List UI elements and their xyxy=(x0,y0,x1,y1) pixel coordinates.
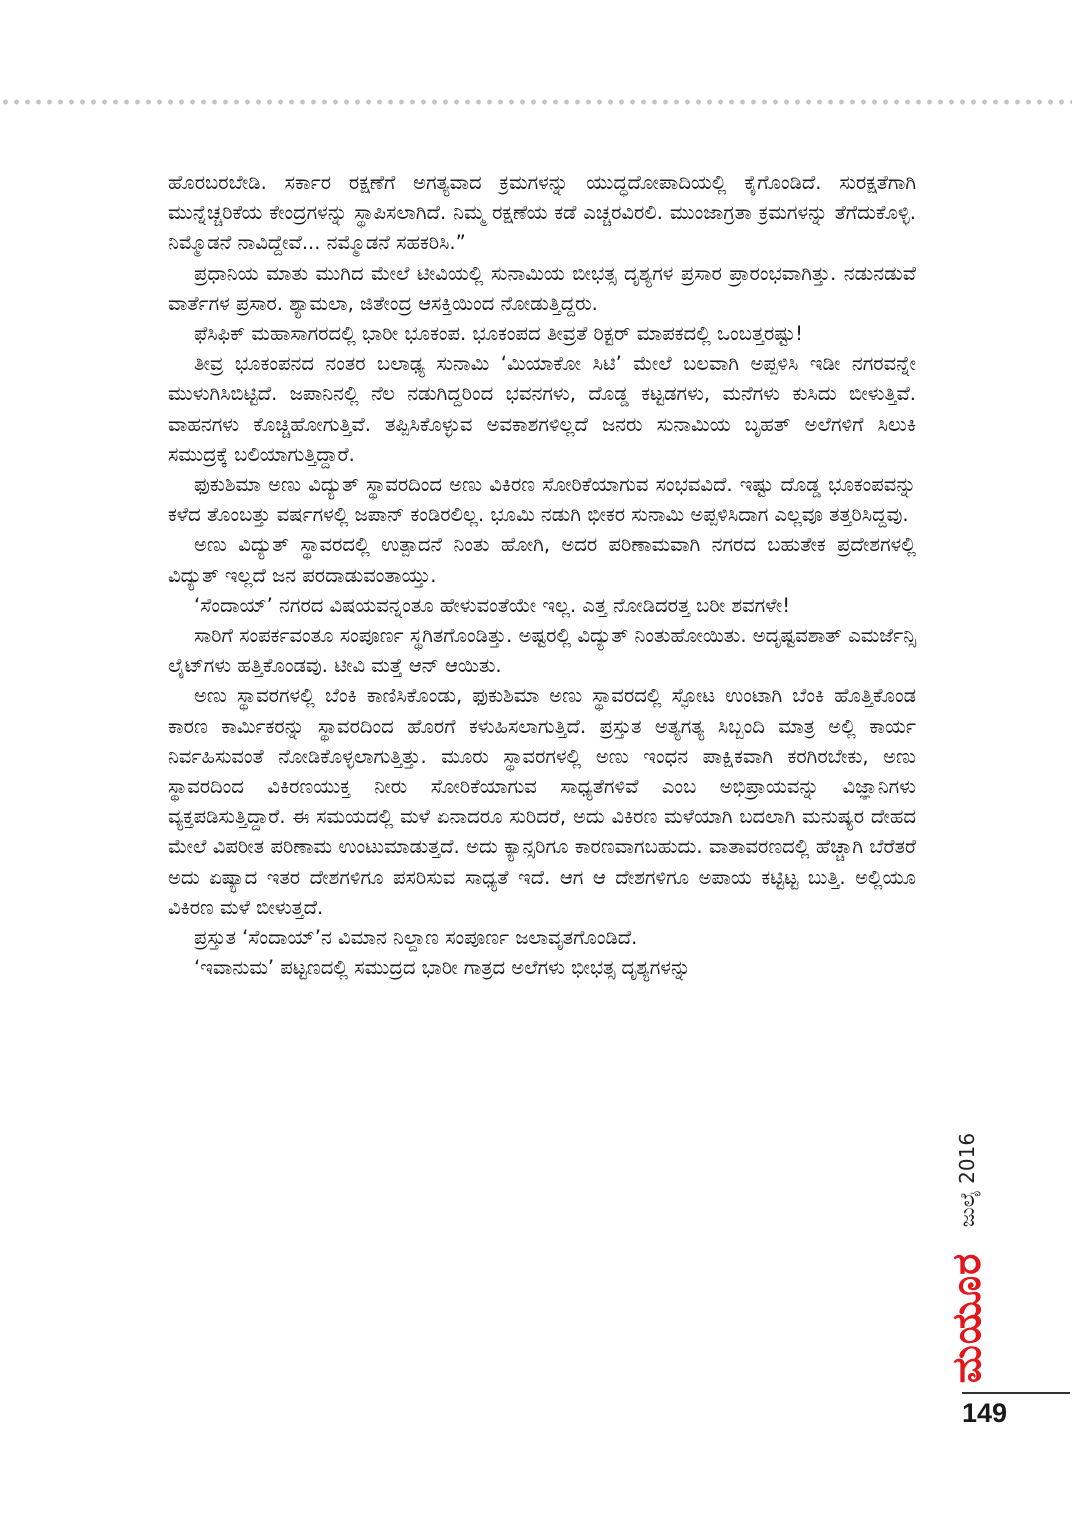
page-number-rule xyxy=(962,1392,1070,1394)
article-body xyxy=(168,168,916,983)
paragraph: ಅಣು ಸ್ಥಾವರಗಳಲ್ಲಿ ಬೆಂಕಿ ಕಾಣಿಸಿಕೊಂಡು, ಫುಕುಶಿಮಾ ಅಣು ಸ್ಥಾವರದಲ್ಲಿ ಸ್ಫೋಟ ಉಂಟಾಗಿ ಬೆಂಕಿ ಹೊತ್ತಿಕೊಂಡ ಕಾರಣ ಕಾರ್ಮಿಕರನ್ನು ಸ್ಥಾವರದಿಂದ ಹೊರಗೆ ಕಳುಹಿಸಲಾಗುತ್ತಿದೆ. ಪ್ರಸ್ತುತ ಅತ್ಯಗತ್ಯ ಸಿಬ್ಬಂದಿ ಮಾತ್ರ ಅಲ್ಲಿ ಕಾರ್ಯ ನಿರ್ವಹಿಸುವಂತೆ ನೋಡಿಕೊಳ್ಳಲಾಗುತ್ತಿತ್ತು. ಮೂರು ಸ್ಥಾವರಗಳಲ್ಲಿ ಅಣು ಇಂಧನ ಪಾಕ್ಷಿಕವಾಗಿ ಕರಗಿರಬೇಕು, ಅಣು ಸ್ಥಾವರದಿಂದ ವಿಕಿರಣಯುಕ್ತ ನೀರು ಸೋರಿಕೆಯಾಗುವ ಸಾಧ್ಯತೆಗಳಿವೆ ಎಂಬ ಅಭಿಪ್ರಾಯವನ್ನು ವಿಜ್ಞಾನಿಗಳು ವ್ಯಕ್ತಪಡಿಸುತ್ತಿದ್ದಾರೆ. ಈ ಸಮಯದಲ್ಲಿ ಮಳೆ ಏನಾದರೂ ಸುರಿದರೆ, ಅದು ವಿಕಿರಣ ಮಳೆಯಾಗಿ ಬದಲಾಗಿ ಮನುಷ್ಯರ ದೇಹದ ಮೇಲೆ ವಿಪರೀತ ಪರಿಣಾಮ ಉಂಟುಮಾಡುತ್ತದೆ. ಅದು ಕ್ಯಾನ್ಸರಿಗೂ ಕಾರಣವಾಗಬಹುದು. ವಾತಾವರಣದಲ್ಲಿ ಹೆಚ್ಚಾಗಿ ಬೆರೆತರೆ ಅದು ಏಷ್ಯಾದ ಇತರ ದೇಶಗಳಿಗೂ ಪಸರಿಸುವ ಸಾಧ್ಯತೆ ಇದೆ. ಆಗ ಆ ದೇಶಗಳಿಗೂ ಅಪಾಯ ಕಟ್ಟಿಟ್ಟ ಬುತ್ತಿ. ಅಲ್ಲಿಯೂ ವಿಕಿರಣ ಮಳೆ ಬೀಳುತ್ತದೆ. xyxy=(168,684,916,919)
paragraph: ‘ಸೆಂದಾಯ್’ ನಗರದ ವಿಷಯವನ್ನಂತೂ ಹೇಳುವಂತೆಯೇ ಇಲ್ಲ. ಎತ್ತ ನೋಡಿದರತ್ತ ಬರೀ ಶವಗಳೇ! xyxy=(194,593,791,617)
magazine-logo-text: ಮಯೂರ xyxy=(944,1252,990,1384)
paragraph: ತೀವ್ರ ಭೂಕಂಪನದ ನಂತರ ಬಲಾಢ್ಯ ಸುನಾಮಿ ‘ಮಿಯಾಕೋ ಸಿಟಿ’ ಮೇಲೆ ಬಲವಾಗಿ ಅಪ್ಪಳಿಸಿ ಇಡೀ ನಗರವನ್ನೇ ಮುಳುಗಿಸಿಬಿಟ್ಟಿದೆ. ಜಪಾನಿನಲ್ಲಿ ನೆಲ ನಡುಗಿದ್ದರಿಂದ ಭವನಗಳು, ದೊಡ್ಡ ಕಟ್ಟಡಗಳು, ಮನೆಗಳು ಕುಸಿದು ಬೀಳುತ್ತಿವೆ. ವಾಹನಗಳು ಕೊಚ್ಚಿಹೋಗುತ್ತಿವೆ. ತಪ್ಪಿಸಿಕೊಳ್ಳುವ ಅವಕಾಶಗಳಿಲ್ಲದೆ ಜನರು ಸುನಾಮಿಯ ಬೃಹತ್ ಅಲೆಗಳಿಗೆ ಸಿಲುಕಿ ಸಮುದ್ರಕ್ಕೆ ಬಲಿಯಾಗುತ್ತಿದ್ದಾರೆ. xyxy=(168,352,916,466)
dotted-header-rule xyxy=(0,98,1072,106)
paragraph: ಹೊರಬರಬೇಡಿ. ಸರ್ಕಾರ ರಕ್ಷಣೆಗೆ ಅಗತ್ಯವಾದ ಕ್ರಮಗಳನ್ನು ಯುದ್ಧದೋಪಾದಿಯಲ್ಲಿ ಕೈಗೊಂಡಿದೆ. ಸುರಕ್ಷತೆಗಾಗಿ ಮುನ್ನೆಚ್ಚರಿಕೆಯ ಕೇಂದ್ರಗಳನ್ನು ಸ್ಥಾಪಿಸಲಾಗಿದೆ. ನಿಮ್ಮ ರಕ್ಷಣೆಯ ಕಡೆ ಎಚ್ಚರವಿರಲಿ. ಮುಂಜಾಗ್ರತಾ ಕ್ರಮಗಳನ್ನು ತೆಗೆದುಕೊಳ್ಳಿ. ನಿಮ್ಮೊಡನೆ ನಾವಿದ್ದೇವೆ... ನಮ್ಮೊಡನೆ ಸಹಕರಿಸಿ.” xyxy=(168,171,916,255)
paragraph: ಪ್ರಧಾನಿಯ ಮಾತು ಮುಗಿದ ಮೇಲೆ ಟೀವಿಯಲ್ಲಿ ಸುನಾಮಿಯ ಬೀಭತ್ಸ ದೃಶ್ಯಗಳ ಪ್ರಸಾರ ಪ್ರಾರಂಭವಾಗಿತ್ತು. ನಡುನಡುವೆ ವಾರ್ತೆಗಳ ಪ್ರಸಾರ. ಶ್ಯಾಮಲಾ, ಜಿತೇಂದ್ರ ಆಸಕ್ತಿಯಿಂದ ನೋಡುತ್ತಿದ್ದರು. xyxy=(168,261,916,315)
paragraph: ಸಾರಿಗೆ ಸಂಪರ್ಕವಂತೂ ಸಂಪೂರ್ಣ ಸ್ಥಗಿತಗೊಂಡಿತ್ತು. ಅಷ್ಟರಲ್ಲಿ ವಿದ್ಯುತ್ ನಿಂತುಹೋಯಿತು. ಅದೃಷ್ಟವಶಾತ್ ಎಮರ್ಜೆನ್ಸಿ ಲೈಟ್‌ಗಳು ಹತ್ತಿಕೊಂಡವು. ಟೀವಿ ಮತ್ತೆ ಆನ್ ಆಯಿತು. xyxy=(168,624,916,678)
paragraph: ಫೆಸಿಫಿಕ್ ಮಹಾಸಾಗರದಲ್ಲಿ ಭಾರೀ ಭೂಕಂಪ. ಭೂಕಂಪದ ತೀವ್ರತೆ ರಿಕ್ಟರ್ ಮಾಪಕದಲ್ಲಿ ಒಂಬತ್ತರಷ್ಟು! xyxy=(194,322,803,346)
paragraph: ಅಣು ವಿದ್ಯುತ್ ಸ್ಥಾವರದಲ್ಲಿ ಉತ್ಪಾದನೆ ನಿಂತು ಹೋಗಿ, ಅದರ ಪರಿಣಾಮವಾಗಿ ನಗರದ ಬಹುತೇಕ ಪ್ರದೇಶಗಳಲ್ಲಿ ವಿದ್ಯುತ್ ಇಲ್ಲದೆ ಜನ ಪರದಾಡುವಂತಾಯ್ತು. xyxy=(168,533,916,587)
issue-date-text: ಜುಲೈ 2016 xyxy=(955,1132,979,1228)
side-folio xyxy=(932,1120,1002,1390)
paragraph: ‘ಇವಾನುಮ’ ಪಟ್ಟಣದಲ್ಲಿ ಸಮುದ್ರದ ಭಾರೀ ಗಾತ್ರದ ಅಲೆಗಳು ಭೀಭತ್ಸ ದೃಶ್ಯಗಳನ್ನು xyxy=(194,956,691,980)
paragraph: ಪ್ರಸ್ತುತ ‘ಸೆಂದಾಯ್’ನ ವಿಮಾನ ನಿಲ್ದಾಣ ಸಂಪೂರ್ಣ ಜಲಾವೃತಗೊಂಡಿದೆ. xyxy=(194,926,638,950)
page-number: 149 xyxy=(962,1398,1008,1428)
magazine-logo xyxy=(932,1248,1002,1388)
paragraph: ಫುಕುಶಿಮಾ ಅಣು ವಿದ್ಯುತ್ ಸ್ಥಾವರದಿಂದ ಅಣು ವಿಕಿರಣ ಸೋರಿಕೆಯಾಗುವ ಸಂಭವವಿದೆ. ಇಷ್ಟು ದೊಡ್ಡ ಭೂಕಂಪವನ್ನು ಕಳೆದ ತೊಂಬತ್ತು ವರ್ಷಗಳಲ್ಲಿ ಜಪಾನ್ ಕಂಡಿರಲಿಲ್ಲ. ಭೂಮಿ ನಡುಗಿ ಭೀಕರ ಸುನಾಮಿ ಅಪ್ಪಳಿಸಿದಾಗ ಎಲ್ಲವೂ ತತ್ತರಿಸಿದ್ದವು. xyxy=(168,473,916,527)
issue-date xyxy=(932,1120,1002,1240)
